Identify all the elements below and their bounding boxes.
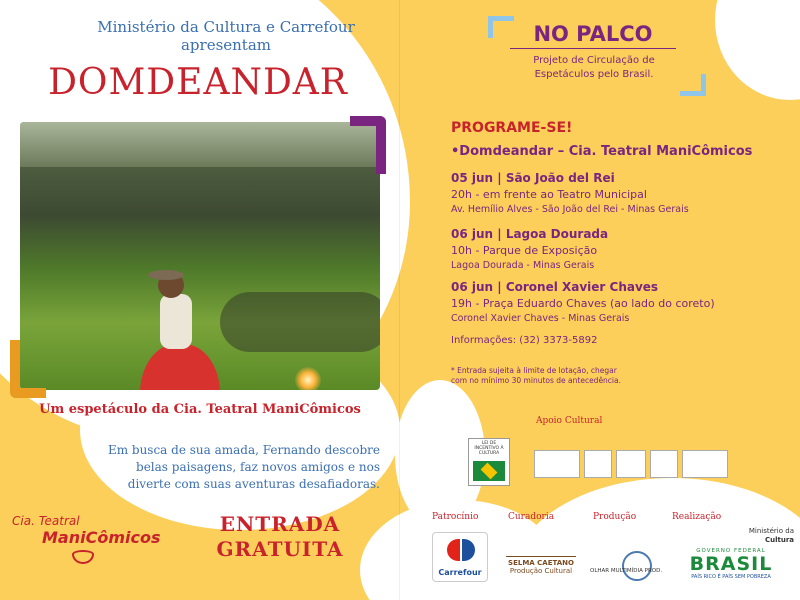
event-item: [451, 226, 781, 273]
event-item: [451, 279, 781, 326]
synopsis: Em busca de sua amada, Fernando descobre belas paisagens, faz novos amigos e nos diverte com suas aventuras desafiadoras.: [107, 443, 380, 491]
selma-caetano-logo: [506, 556, 576, 575]
photo-dancer-hat: [148, 270, 184, 280]
photo-light-glow: [295, 367, 321, 390]
photo-dancer-skirt: [140, 344, 220, 390]
info-phone: Informações: (32) 3373-5892: [451, 335, 598, 346]
photo-dancer-body: [160, 294, 192, 349]
company-logo-line-1: Cia. Teatral: [12, 514, 80, 528]
event-address: Av. Hemílio Alves - São João del Rei - Minas Gerais: [451, 204, 689, 215]
white-blob: [715, 0, 800, 100]
company-logo: [10, 514, 161, 570]
carrefour-name: Carrefour: [438, 568, 482, 577]
event-heading: 05 jun | São João del Rei: [451, 171, 615, 185]
performance-photo: [20, 122, 380, 390]
show-name: •Domdeandar – Cia. Teatral ManiCômicos: [451, 144, 753, 159]
lei-incentivo-text: LEI DE INCENTIVO À CULTURA: [474, 441, 504, 456]
ministerio-line-1: Ministério da: [748, 527, 794, 535]
orange-bracket-decoration: [10, 340, 46, 398]
patrocinio-label: Patrocínio: [432, 512, 479, 522]
realizacao-label: Realização: [672, 512, 722, 522]
supporter-logo: [682, 450, 728, 478]
free-entry: [180, 512, 380, 562]
apoio-cultural-label: Apoio Cultural: [536, 416, 603, 426]
entry-note: [451, 366, 651, 386]
event-detail: 19h - Praça Eduardo Chaves (ao lado do coreto): [451, 297, 715, 310]
lei-incentivo-logo: [468, 438, 510, 486]
no-palco-subheader: [504, 54, 684, 82]
ministerio-line-2: Cultura: [764, 536, 794, 544]
event-address: Lagoa Dourada - Minas Gerais: [451, 260, 595, 271]
programe-heading: PROGRAME-SE!: [451, 120, 573, 136]
supporter-logo: [650, 450, 678, 478]
free-entry-line-1: ENTRADA: [219, 512, 341, 536]
governo-federal-logo: [670, 548, 792, 582]
event-item: [451, 170, 781, 217]
supporter-logo: [534, 450, 580, 478]
photo-background: [20, 122, 380, 167]
event-detail: 10h - Parque de Exposição: [451, 244, 598, 257]
event-heading: 06 jun | Lagoa Dourada: [451, 227, 609, 241]
photo-audience: [220, 292, 380, 352]
event-detail: 20h - em frente ao Teatro Municipal: [451, 188, 647, 201]
theater-mask-icon: [72, 550, 94, 564]
presenters: [96, 18, 356, 54]
brasil-gov: GOVERNO FEDERAL: [696, 548, 766, 554]
free-entry-line-2: GRATUITA: [216, 537, 344, 561]
presenters-line-1: Ministério da Cultura e Carrefour: [97, 18, 355, 36]
no-palco-header: NO PALCO: [510, 22, 676, 49]
supporter-logos: [534, 450, 728, 478]
event-heading: 06 jun | Coronel Xavier Chaves: [451, 280, 659, 294]
page-title: DOMDEANDAR: [48, 62, 348, 103]
selma-name: SELMA CAETANO: [506, 556, 576, 567]
producao-label: Produção: [593, 512, 637, 522]
no-palco-sub-line-1: Projeto de Circulação de: [533, 55, 655, 66]
entry-note-line-1: * Entrada sujeita à limite de lotação, chegar: [451, 366, 617, 375]
event-address: Coronel Xavier Chaves - Minas Gerais: [451, 313, 630, 324]
page-fold: [399, 0, 400, 600]
no-palco-sub-line-2: Espetáculos pelo Brasil.: [534, 69, 654, 80]
show-subtitle: Um espetáculo da Cia. Teatral ManiCômicos: [39, 402, 361, 417]
supporter-logo: [584, 450, 612, 478]
brasil-word: BRASIL: [689, 553, 773, 575]
supporter-logo: [616, 450, 646, 478]
company-logo-line-2: ManiCômicos: [42, 528, 161, 547]
carrefour-logo: [432, 532, 488, 582]
brasil-tagline: PAÍS RICO É PAÍS SEM POBREZA: [691, 574, 771, 580]
curadoria-label: Curadoria: [508, 512, 555, 522]
ministerio-cultura-logo: [724, 527, 794, 545]
olhar-multimidia-logo: OLHAR MULTIMÍDIA PROD.: [590, 568, 663, 574]
presenters-line-2: apresentam: [180, 36, 272, 54]
carrefour-icon: [447, 539, 475, 561]
entry-note-line-2: com no mínimo 30 minutos de antecedência.: [451, 376, 621, 385]
olhar-multimidia-icon: [622, 551, 652, 581]
selma-sub: Produção Cultural: [509, 567, 573, 575]
flag-icon: [473, 461, 505, 481]
purple-bracket-decoration: [350, 116, 386, 174]
